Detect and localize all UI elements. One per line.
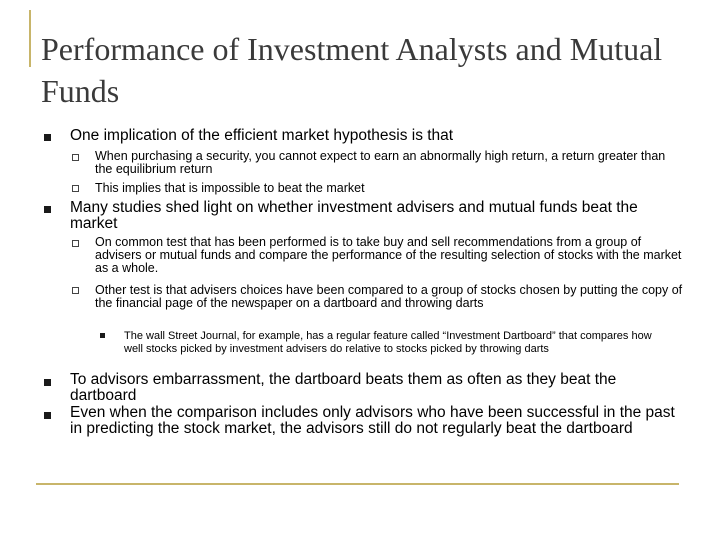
bullet-1-2-text: This implies that is impossible to beat the market xyxy=(95,181,365,195)
bullet-2-1-text: On common test that has been performed is to take buy and sell recommendations from a group of advisers or mutual funds and compare the performance of the resulting selection of stocks with the market as a whole. xyxy=(95,235,682,275)
bullet-square-icon xyxy=(44,379,51,386)
sub-bullet-square-icon xyxy=(72,287,79,294)
bullet-square-icon xyxy=(44,206,51,213)
slide-title: Performance of Investment Analysts and Mutual Funds xyxy=(41,31,663,109)
bullet-square-icon xyxy=(44,134,51,141)
sub-bullet-square-icon xyxy=(72,185,79,192)
bullet-square-icon xyxy=(44,412,51,419)
bullet-2-text: Many studies shed light on whether investment advisers and mutual funds beat the market xyxy=(70,199,638,232)
bullet-2-2-1-text: The wall Street Journal, for example, has a regular feature called “Investment Dartboard” that compares how well stocks picked by investment advisers do relative to stocks picked by throwing darts xyxy=(124,330,652,355)
bullet-1-text: One implication of the efficient market hypothesis is that xyxy=(70,127,454,144)
sub-bullet-square-icon xyxy=(72,154,79,161)
sub-sub-bullet-square-icon xyxy=(100,333,105,338)
bullet-4-text: Even when the comparison includes only advisors who have been successful in the past in predicting the stock market, the advisors still do not regularly beat the dartboard xyxy=(70,404,675,437)
bullet-1-1-text: When purchasing a security, you cannot expect to earn an abnormally high return, a return greater than the equilibrium return xyxy=(95,149,666,176)
sub-bullet-square-icon xyxy=(72,240,79,247)
footer-divider xyxy=(36,483,679,485)
bullet-2-2-text: Other test is that advisers choices have been compared to a group of stocks chosen by putting the copy of the financial page of the newspaper on a dartboard and throwing darts xyxy=(95,283,683,310)
title-accent-line xyxy=(29,10,31,67)
bullet-3-text: To advisors embarrassment, the dartboard beats them as often as they beat the dartboard xyxy=(70,371,617,404)
